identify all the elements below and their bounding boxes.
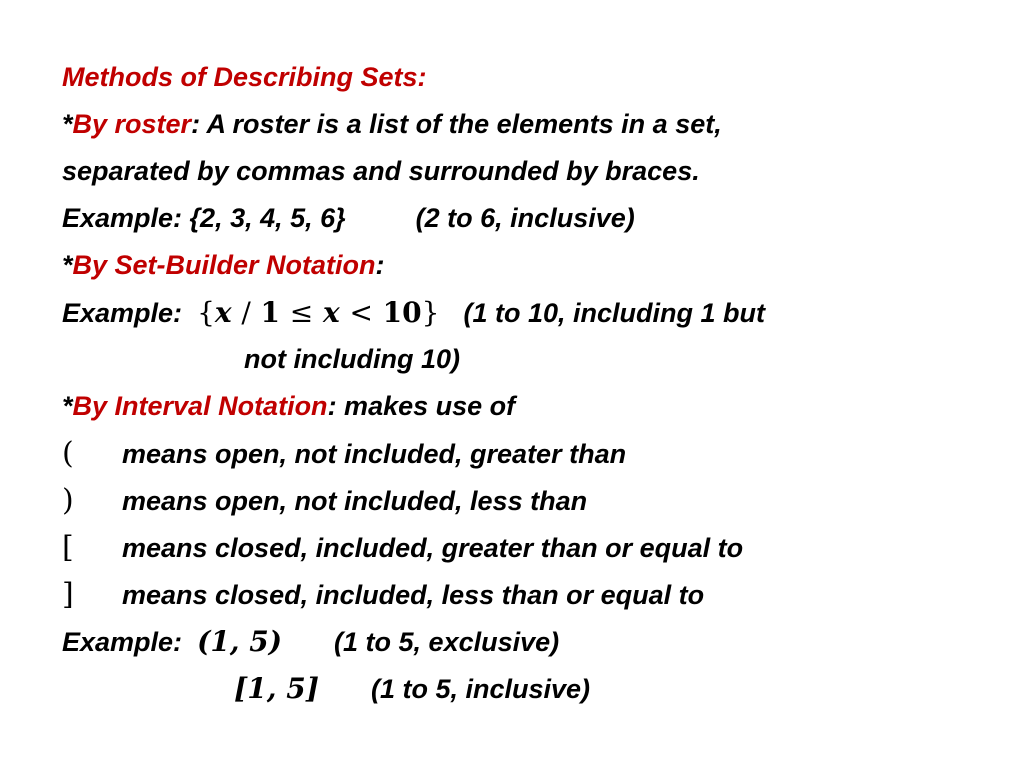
set-builder-note-2: not including 10)	[244, 344, 460, 374]
open-bracket-symbol: [	[62, 530, 74, 565]
interval-example-1-note: (1 to 5, exclusive)	[334, 627, 560, 657]
roster-example-label: Example: {2, 3, 4, 5, 6}	[62, 203, 346, 233]
set-builder-example-label: Example:	[62, 298, 183, 328]
close-paren-symbol: )	[62, 483, 74, 518]
set-builder-math: {x / 1 ≤ x < 10}	[197, 296, 440, 329]
roster-example-line	[62, 195, 1002, 242]
roster-text-1: : A roster is a list of the elements in a set,	[191, 109, 722, 139]
interval-example-line-1	[62, 618, 1002, 665]
set-builder-term: By Set-Builder Notation	[72, 250, 376, 280]
set-builder-example-line	[62, 289, 1002, 336]
interval-row-open-left	[62, 430, 1002, 477]
set-builder-star: *	[62, 250, 73, 280]
slide-content	[62, 54, 1002, 712]
roster-star: *	[62, 109, 73, 139]
interval-rest: : makes use of	[327, 391, 516, 421]
interval-line	[62, 383, 1002, 430]
roster-example-note: (2 to 6, inclusive)	[415, 203, 635, 233]
interval-row-closed-left	[62, 524, 1002, 571]
slide-heading: Methods of Describing Sets:	[62, 62, 427, 92]
interval-term: By Interval Notation	[72, 391, 328, 421]
set-builder-note-1: (1 to 10, including 1 but	[463, 298, 765, 328]
interval-example-line-2	[62, 665, 1002, 712]
interval-row-closed-right	[62, 571, 1002, 618]
roster-term: By roster	[72, 109, 192, 139]
interval-example-1-math: (1, 5)	[197, 625, 283, 658]
interval-star: *	[62, 391, 73, 421]
interval-row-text: means closed, included, less than or equal to	[122, 580, 705, 610]
interval-example-label: Example:	[62, 627, 183, 657]
set-builder-colon: :	[375, 250, 385, 280]
interval-example-2-note: (1 to 5, inclusive)	[370, 674, 591, 704]
open-paren-symbol: (	[62, 436, 74, 471]
close-bracket-symbol: ]	[62, 577, 74, 612]
roster-line	[62, 101, 1002, 148]
interval-example-2-math: [1, 5]	[234, 672, 319, 705]
interval-row-open-right	[62, 477, 1002, 524]
set-builder-line	[62, 242, 1002, 289]
interval-row-text: means open, not included, greater than	[122, 439, 627, 469]
roster-text-2: separated by commas and surrounded by braces.	[62, 156, 700, 186]
interval-row-text: means closed, included, greater than or equal to	[122, 533, 744, 563]
interval-row-text: means open, not included, less than	[122, 486, 588, 516]
